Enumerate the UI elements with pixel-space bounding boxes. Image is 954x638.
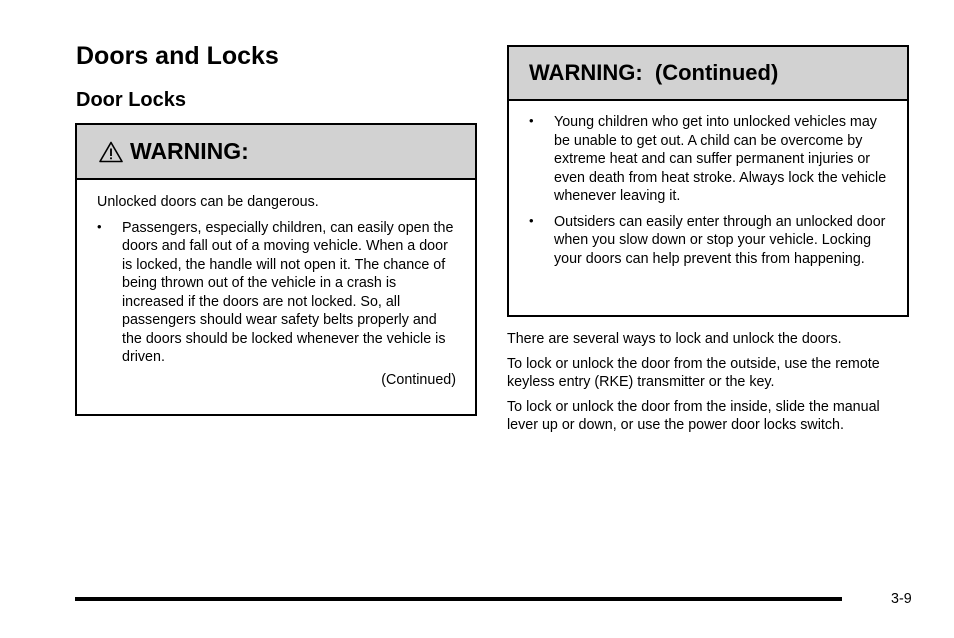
continued-label: (Continued)	[381, 371, 456, 388]
warning-triangle-icon	[99, 141, 123, 163]
warning-header	[77, 125, 475, 180]
body-paragraph: To lock or unlock the door from the inside, slide the manual lever up or down, or use the power door locks switch.	[507, 399, 880, 433]
warning-body	[77, 180, 475, 389]
warning-continued-bullet	[529, 113, 887, 206]
body-paragraph: There are several ways to lock and unlock the doors.	[507, 331, 842, 347]
warning-continued-box	[507, 45, 909, 317]
warning-continued-bullet	[529, 213, 887, 269]
body-paragraph: To lock or unlock the door from the outside, use the remote keyless entry (RKE) transmitter or the key.	[507, 356, 880, 390]
warning-bullet	[97, 219, 455, 367]
warning-bullet-text: Passengers, especially children, can easily open the doors and fall out of a moving vehicle. When a door is locked, the handle will not open it. The chance of being thrown out of the vehicle in a crash is increased if the doors are not locked. So, all passengers should wear safety belts properly and the doors should be locked whenever the vehicle is driven.	[122, 219, 454, 365]
warning-continued-bullet-text: Young children who get into unlocked vehicles may be unable to get out. A child can be overcome by extreme heat and can suffer permanent injuries or even death from heat stroke. Always lock the vehicle whenever leaving it.	[554, 114, 887, 204]
bullet-icon: •	[97, 218, 102, 234]
bullet-icon: •	[529, 212, 534, 228]
footer-rule	[75, 597, 842, 601]
section-heading: Door Locks	[76, 89, 187, 111]
warning-intro: Unlocked doors can be dangerous.	[97, 194, 319, 210]
warning-box	[75, 123, 477, 416]
warning-continued-body	[509, 101, 907, 268]
bullet-icon: •	[529, 113, 534, 128]
warning-heading: WARNING:	[130, 138, 249, 164]
page-number: 3-9	[891, 591, 912, 607]
warning-continued-header	[509, 47, 907, 101]
page-title: Doors and Locks	[76, 42, 279, 70]
warning-continued-bullet-text: Outsiders can easily enter through an unlocked door when you slow down or stop your vehicle. Locking your doors can help prevent this from happening.	[554, 213, 886, 267]
warning-continued-heading: WARNING: (Continued)	[529, 60, 779, 85]
